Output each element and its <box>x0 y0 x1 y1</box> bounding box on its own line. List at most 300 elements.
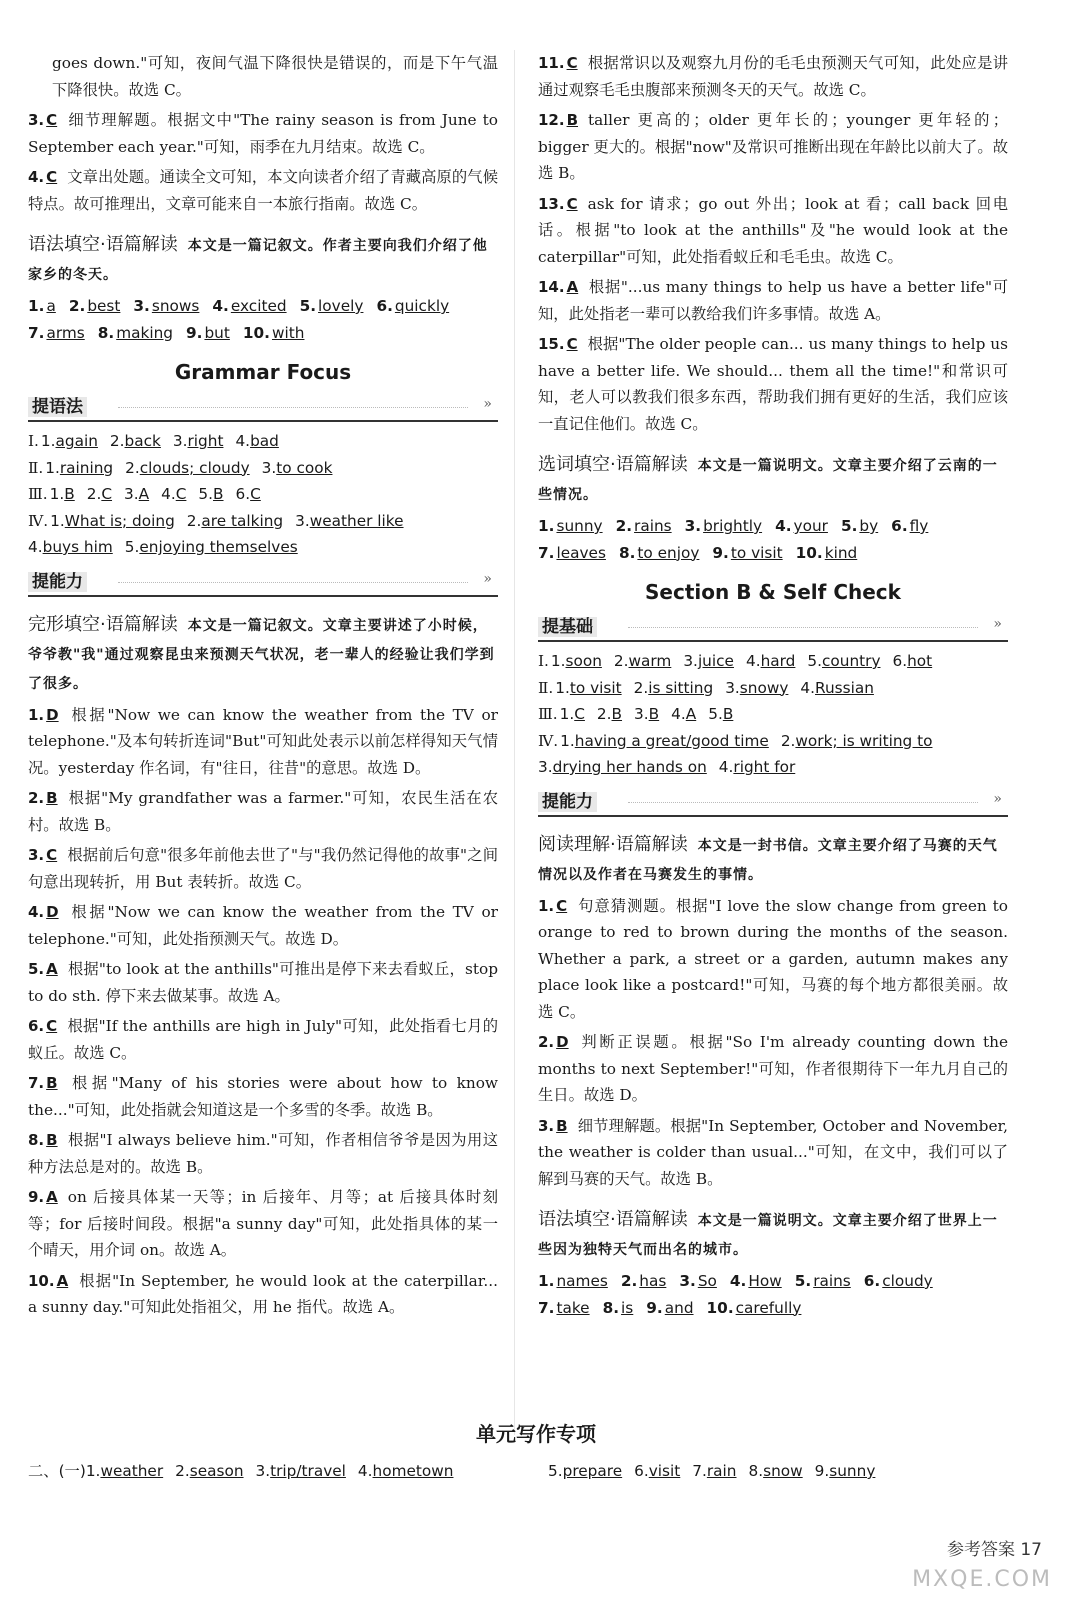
question-number: 1. <box>28 705 45 724</box>
answer-word: kind <box>824 543 858 562</box>
answer-word: snows <box>151 297 200 315</box>
column-divider <box>514 50 515 1435</box>
section-description: 本文是一篇说明文。文章主要介绍了云南的一些情况。 <box>538 458 998 503</box>
answer-item <box>28 1070 498 1123</box>
answer-word: names <box>556 1272 608 1290</box>
answer-letter: B <box>46 1131 58 1149</box>
item-number: 1. <box>559 705 575 723</box>
answer-letter: B <box>46 789 58 807</box>
question-number: 10. <box>28 1271 55 1290</box>
answer-word: prepare <box>562 1462 623 1480</box>
item-number: 8. <box>97 323 115 342</box>
explanation: 细节理解题。根据"In September, October and November, the weather is colder than usual..."可知，在文中，我们可以了解到马赛的天气。故选 B。 <box>538 1116 1008 1188</box>
watermark: MXQE.COM <box>912 1567 1052 1592</box>
page-footer <box>947 1535 1042 1560</box>
question-number: 3. <box>28 846 45 864</box>
answer-word: take <box>556 1298 590 1317</box>
explanation: 文章出处题。通读全文可知，本文向读者介绍了青藏高原的气候特点。故可推理出，文章可能来自一本旅行指南。故选 C。 <box>28 168 498 213</box>
item-number: 6. <box>634 1462 649 1480</box>
item-number: 9. <box>646 1298 663 1317</box>
item-number: 7. <box>538 543 555 562</box>
answer-letter: C <box>566 54 578 72</box>
item-number: 1. <box>40 432 56 450</box>
answer-letter: C <box>46 168 58 186</box>
answer-word: rains <box>634 517 672 535</box>
item-number: 1. <box>538 517 555 535</box>
answer-word: B <box>648 705 660 723</box>
item-number: 3. <box>133 297 150 315</box>
roman-numeral: Ⅱ. <box>538 678 554 697</box>
answer-item <box>28 107 498 160</box>
section-description: 本文是一篇记叙文。文章主要讲述了小时候，爷爷教"我"通过观察昆虫来预测天气状况，老一辈人的经验让我们学到了很多。 <box>28 617 495 692</box>
section-description: 本文是一封书信。文章主要介绍了马赛的天气情况以及作者在马赛发生的事情。 <box>538 837 998 883</box>
answer-word: C <box>175 485 187 503</box>
item-number: 6. <box>863 1272 881 1290</box>
question-number: 4. <box>28 168 45 186</box>
reading-header <box>538 831 1008 889</box>
item-number: 3. <box>261 458 277 477</box>
answer-row <box>28 455 498 482</box>
answer-word: leaves <box>556 543 606 562</box>
answer-word: C <box>101 485 113 503</box>
explanation: 句意猜测题。根据"I love the slow change from green to orange to red to brown during the months of the season. Whether a park, a street or a garden, autumn makes any place look like a postcard!"可知，马赛的每个地方都很美丽。故选 C。 <box>538 896 1008 1021</box>
item-number: 1. <box>560 731 575 750</box>
answer-letter: C <box>46 111 58 129</box>
answer-item <box>28 702 498 782</box>
answer-item <box>538 1029 1008 1109</box>
answer-word: C <box>250 485 261 503</box>
left-column <box>28 50 498 1325</box>
explanation: 根据"...us many things to help us have a better life"可知，此处指老一辈可以教给我们许多事情。故选 A。 <box>538 278 1008 323</box>
question-number: 3. <box>28 111 45 129</box>
answer-word: to enjoy <box>637 543 700 562</box>
item-number: 2. <box>780 731 796 750</box>
section-prefix: 二、(一) <box>28 1462 86 1480</box>
question-number: 7. <box>28 1074 45 1092</box>
section-b-title: Section B & Self Check <box>645 580 901 604</box>
item-number: 4. <box>28 538 43 556</box>
basics-answers <box>538 648 1008 781</box>
answer-word: to cook <box>276 458 333 477</box>
roman-numeral: Ⅳ. <box>538 731 559 750</box>
section-bar <box>28 394 498 422</box>
writing-answers-right <box>548 1458 887 1484</box>
item-number: 4. <box>745 652 761 670</box>
explanation: 根据常识以及观察九月份的毛毛虫预测天气可知，此处应是讲通过观察毛毛虫腹部来预测冬天的天气。故选 C。 <box>538 54 1008 99</box>
answer-item <box>28 1268 498 1321</box>
item-number: 2. <box>68 297 86 315</box>
dotted-rule <box>118 407 468 408</box>
item-number: 10. <box>706 1298 734 1317</box>
answer-word: How <box>748 1272 782 1290</box>
answer-letter: C <box>46 846 58 864</box>
answer-word: drying her hands on <box>552 758 707 776</box>
item-number: 8. <box>618 543 636 562</box>
answer-word: hot <box>907 652 933 670</box>
answer-word: country <box>822 652 881 670</box>
intro-text: goes down."可知，夜间气温下降很快是错误的，而是下午气温下降很快。故选 C。 <box>52 54 498 99</box>
answer-word: visit <box>648 1462 681 1480</box>
item-number: 6. <box>892 652 908 670</box>
section-bar <box>538 789 1008 817</box>
section-description: 本文是一篇说明文。文章主要介绍了世界上一些因为独特天气而出名的城市。 <box>538 1213 998 1258</box>
answer-word: a <box>46 297 56 315</box>
chevron-right-icon: » <box>483 396 492 412</box>
item-number: 9. <box>186 323 203 342</box>
answer-word: arms <box>46 323 85 342</box>
answer-letter: B <box>46 1074 58 1092</box>
dotted-rule <box>628 627 978 628</box>
answer-word: work; is writing to <box>795 731 933 750</box>
item-number: 9. <box>814 1462 830 1480</box>
cloze-header <box>28 611 498 698</box>
page-number: 17 <box>1020 1540 1042 1560</box>
roman-numeral: Ⅱ. <box>28 458 44 477</box>
item-number: 3. <box>295 511 310 530</box>
answer-row <box>538 701 1008 728</box>
question-number: 13. <box>538 194 565 213</box>
answer-item <box>28 164 498 217</box>
item-number: 8. <box>602 1298 620 1317</box>
answer-row <box>28 320 498 347</box>
dotted-rule <box>628 802 978 803</box>
answer-word: A <box>138 485 150 503</box>
item-number: 9. <box>712 543 729 562</box>
explanation: 根据前后句意"很多年前他去世了"与"我仍然记得他的故事"之间句意出现转折，用 But 表转折。故选 C。 <box>28 846 498 891</box>
question-number: 2. <box>28 789 45 807</box>
item-number: 4. <box>775 517 792 535</box>
item-number: 3. <box>255 1462 271 1480</box>
answer-word: fly <box>909 517 929 535</box>
answer-row <box>28 508 498 535</box>
item-number: 1. <box>49 485 65 503</box>
answer-word: having a great/good time <box>574 731 769 750</box>
footer-label: 参考答案 <box>946 1540 1015 1560</box>
section-label: 语法填空·语篇解读 <box>28 234 178 255</box>
answer-item <box>538 107 1008 187</box>
item-number: 3. <box>124 485 139 503</box>
writing-answers-left <box>28 1458 465 1484</box>
answer-row <box>28 293 498 320</box>
chevron-right-icon: » <box>483 570 492 587</box>
item-number: 5. <box>548 1462 563 1480</box>
answer-word: Russian <box>815 678 874 697</box>
question-number: 9. <box>28 1188 45 1206</box>
explanation: 根据"In September, he would look at the caterpillar... a sunny day."可知此处指祖父，用 he 指代。故选 A。 <box>28 1271 498 1316</box>
answer-word: buys him <box>42 538 113 556</box>
item-number: 2. <box>109 432 125 450</box>
answer-word: enjoying themselves <box>139 538 298 556</box>
section-bar <box>538 614 1008 642</box>
answer-letter: B <box>556 1116 568 1135</box>
explanation: 根据"Now we can know the weather from the TV or telephone."可知，此处指预测天气。故选 D。 <box>28 903 498 948</box>
answer-letter: A <box>46 960 58 978</box>
item-number: 3. <box>679 1272 696 1290</box>
roman-numeral: Ⅲ. <box>538 705 558 723</box>
answer-word: sunny <box>829 1462 876 1480</box>
answer-word: weather <box>100 1462 164 1480</box>
answer-word: right for <box>733 758 796 776</box>
question-number: 1. <box>538 896 555 915</box>
answer-row <box>538 540 1008 567</box>
item-number: 10. <box>242 323 270 342</box>
item-number: 1. <box>45 458 60 477</box>
item-number: 2. <box>86 485 102 503</box>
answer-word: trip/travel <box>270 1462 346 1480</box>
item-number: 4. <box>161 485 176 503</box>
dotted-rule <box>118 582 468 583</box>
intro-paragraph <box>28 50 498 103</box>
question-number: 2. <box>538 1033 555 1051</box>
bar-label: 提基础 <box>538 617 597 637</box>
question-number: 3. <box>538 1116 555 1135</box>
item-number: 4. <box>671 705 686 723</box>
question-number: 12. <box>538 111 565 129</box>
answer-item <box>538 191 1008 271</box>
explanation: 根据"Many of his stories were about how to know the..."可知，此处指就会知道这是一个多雪的冬季。故选 B。 <box>28 1074 498 1119</box>
answer-letter: A <box>566 278 579 296</box>
reading-answers <box>538 893 1008 1193</box>
item-number: 1. <box>555 678 570 697</box>
roman-numeral: Ⅲ. <box>28 485 48 503</box>
item-number: 3. <box>634 705 649 723</box>
section-label: 阅读理解·语篇解读 <box>538 833 688 855</box>
answer-letter: A <box>56 1271 69 1290</box>
answer-row <box>538 513 1008 540</box>
item-number: 3. <box>172 432 188 450</box>
item-number: 5. <box>708 705 723 723</box>
item-number: 5. <box>198 485 214 503</box>
item-number: 2. <box>125 458 140 477</box>
answer-item <box>28 899 498 952</box>
answer-word: snow <box>763 1462 803 1480</box>
item-number: 4. <box>235 432 251 450</box>
answer-word: and <box>664 1298 694 1317</box>
explanation: 判断正误题。根据"So I'm already counting down the months to next September!"可知，作者很期待下一年九月自己的生日。故选 D。 <box>538 1033 1008 1104</box>
answer-word: is sitting <box>648 678 714 697</box>
grammar-answers <box>28 428 498 561</box>
answer-word: your <box>793 517 828 535</box>
item-number: 6. <box>891 517 908 535</box>
answer-item <box>28 1013 498 1066</box>
item-number: 3. <box>683 652 698 670</box>
answer-word: warm <box>628 652 672 670</box>
answer-word: with <box>271 323 305 342</box>
answer-word: juice <box>697 652 734 670</box>
answer-word: quickly <box>394 297 450 315</box>
answer-item <box>538 893 1008 1026</box>
question-number: 8. <box>28 1131 45 1149</box>
item-number: 1. <box>28 297 45 315</box>
chevron-right-icon: » <box>993 790 1002 807</box>
answer-word: B <box>213 485 224 503</box>
item-number: 5. <box>807 652 822 670</box>
answer-letter: C <box>566 194 578 213</box>
answer-word: So <box>697 1272 717 1290</box>
answer-word: are talking <box>201 511 284 530</box>
right-column <box>538 50 1008 1321</box>
item-number: 5. <box>840 517 858 535</box>
roman-numeral: Ⅰ. <box>538 652 549 670</box>
grammar-fill-header <box>28 231 498 289</box>
item-number: 5. <box>124 538 140 556</box>
question-number: 15. <box>538 335 565 353</box>
answer-word: but <box>204 323 230 342</box>
answer-word: to visit <box>730 543 783 562</box>
item-number: 4. <box>800 678 815 697</box>
answer-row <box>28 534 498 561</box>
roman-numeral: Ⅰ. <box>28 432 39 450</box>
item-number: 4. <box>729 1272 747 1290</box>
item-number: 3. <box>538 758 553 776</box>
item-number: 10. <box>795 543 823 562</box>
item-number: 3. <box>725 678 740 697</box>
answer-item <box>28 1184 498 1264</box>
answer-item <box>28 1127 498 1180</box>
answer-word: right <box>187 432 224 450</box>
answer-word: B <box>722 705 734 723</box>
item-number: 2. <box>633 678 649 697</box>
item-number: 4. <box>357 1462 373 1480</box>
item-number: 4. <box>212 297 229 315</box>
answer-row <box>538 1268 1008 1295</box>
item-number: 2. <box>186 511 202 530</box>
explanation: on 后接具体某一天等；in 后接年、月等；at 后接具体时刻等；for 后接时间段。根据"a sunny day"可知，此处指具体的某一个晴天，用介词 on。故选 A。 <box>28 1188 498 1259</box>
item-number: 7. <box>28 323 45 342</box>
item-number: 1. <box>550 652 566 670</box>
explanation: taller 更高的；older 更年长的；younger 更年轻的；bigger 更大的。根据"now"及常识可推断出现在年龄比以前大了。故选 B。 <box>538 111 1008 182</box>
item-number: 1. <box>85 1462 101 1480</box>
question-number: 5. <box>28 960 45 978</box>
answer-row <box>28 481 498 508</box>
section-description: 本文是一篇记叙文。作者主要向我们介绍了他家乡的冬天。 <box>28 238 488 283</box>
answer-word: clouds; cloudy <box>139 458 250 477</box>
answer-word: best <box>87 297 121 315</box>
answer-word: B <box>64 485 75 503</box>
item-number: 2. <box>175 1462 190 1480</box>
answer-word: bad <box>250 432 279 450</box>
grammar-focus-title: Grammar Focus <box>174 360 352 384</box>
bar-label: 提语法 <box>28 397 87 417</box>
answer-item <box>538 50 1008 103</box>
bar-label: 提能力 <box>538 792 597 812</box>
answer-word: to visit <box>569 678 622 697</box>
section-label: 语法填空·语篇解读 <box>538 1209 688 1230</box>
answer-word: sunny <box>556 517 603 535</box>
item-number: 5. <box>794 1272 812 1290</box>
answer-letter: C <box>556 896 568 915</box>
answer-word: hometown <box>372 1462 454 1480</box>
explanation: 细节理解题。根据文中"The rainy season is from June to September each year."可知，雨季在九月结束。故选 C。 <box>28 111 498 156</box>
answer-item <box>538 331 1008 437</box>
bar-label: 提能力 <box>28 572 87 592</box>
item-number: 4. <box>718 758 734 776</box>
chevron-right-icon: » <box>993 616 1002 632</box>
answer-word: has <box>639 1272 667 1290</box>
answer-letter: C <box>46 1017 58 1035</box>
answer-word: A <box>685 705 697 723</box>
explanation: 根据"If the anthills are high in July"可知，此处指看七月的蚁丘。故选 C。 <box>28 1017 498 1062</box>
answer-letter: A <box>46 1188 58 1206</box>
answer-word: cloudy <box>882 1272 933 1290</box>
answer-word: back <box>124 432 161 450</box>
item-number: 2. <box>615 517 633 535</box>
answer-word: What is; doing <box>64 511 175 530</box>
cloze-answers <box>538 50 1008 437</box>
item-number: 1. <box>50 511 65 530</box>
question-number: 4. <box>28 903 45 921</box>
answer-row <box>538 648 1008 675</box>
answer-word: C <box>574 705 585 723</box>
answer-letter: C <box>566 335 578 353</box>
item-number: 7. <box>538 1298 555 1317</box>
section-bar <box>28 569 498 597</box>
answer-item <box>538 274 1008 327</box>
explanation: 根据"to look at the anthills"可推出是停下来去看蚁丘，stop to do sth. 停下来去做某事。故选 A。 <box>28 960 498 1005</box>
item-number: 6. <box>235 485 251 503</box>
answer-word: brightly <box>703 517 763 535</box>
answer-row <box>538 754 1008 781</box>
item-number: 7. <box>692 1462 707 1480</box>
answer-word: excited <box>230 297 287 315</box>
word-fill-header <box>538 451 1008 509</box>
explanation: 根据"My grandfather was a farmer."可知，农民生活在农村。故选 B。 <box>28 789 498 834</box>
answer-item <box>538 1113 1008 1193</box>
question-number: 14. <box>538 278 565 296</box>
answer-word: season <box>189 1462 244 1480</box>
answer-row <box>538 1295 1008 1322</box>
answer-row <box>28 428 498 455</box>
answer-word: is <box>621 1298 634 1317</box>
answer-word: by <box>859 517 879 535</box>
answer-word: B <box>611 705 623 723</box>
answer-word: weather like <box>309 511 404 530</box>
item-number: 2. <box>613 652 629 670</box>
answer-row <box>538 728 1008 755</box>
grammar-fill-header <box>538 1206 1008 1264</box>
answer-word: raining <box>59 458 114 477</box>
answer-word: hard <box>760 652 796 670</box>
answer-letter: D <box>46 903 59 921</box>
section-label: 选词填空·语篇解读 <box>538 454 688 475</box>
item-number: 1. <box>538 1272 555 1290</box>
section-label: 完形填空·语篇解读 <box>28 613 178 635</box>
answer-item <box>28 956 498 1009</box>
answer-letter: D <box>556 1033 569 1051</box>
writing-section-title: 单元写作专项 <box>476 1422 596 1446</box>
explanation: 根据"Now we can know the weather from the TV or telephone."及本句转折连词"But"可知此处表示以前怎样得知天气情况。yesterday 作名词，有"往日，往昔"的意思。故选 D。 <box>28 705 498 777</box>
answer-word: making <box>116 323 173 342</box>
item-number: 2. <box>596 705 612 723</box>
explanation: ask for 请求；go out 外出；look at 看；call back 回电话。根据"to look at the anthills"及"he would look at the caterpillar"可知，此处指看蚁丘和毛毛虫。故选 C。 <box>538 194 1008 266</box>
explanation: 根据"The older people can... us many things to help us have a better life. We should... them all the time!"和常识可知，老人可以教我们很多东西，帮助我们拥有更好的生活，我们应该一直记住他们。故选 C。 <box>538 335 1008 433</box>
answer-word: rains <box>813 1272 851 1290</box>
answer-letter: D <box>46 705 59 724</box>
question-number: 11. <box>538 54 565 72</box>
answer-word: lovely <box>318 297 364 315</box>
question-number: 6. <box>28 1017 45 1035</box>
item-number: 2. <box>620 1272 638 1290</box>
answer-item <box>28 785 498 838</box>
cloze-answers <box>28 702 498 1321</box>
answer-word: rain <box>706 1462 737 1480</box>
answer-word: carefully <box>735 1298 802 1317</box>
answer-word: snowy <box>739 678 789 697</box>
answer-letter: B <box>566 111 579 129</box>
item-number: 5. <box>299 297 317 315</box>
answer-row <box>538 675 1008 702</box>
answer-word: soon <box>565 652 602 670</box>
